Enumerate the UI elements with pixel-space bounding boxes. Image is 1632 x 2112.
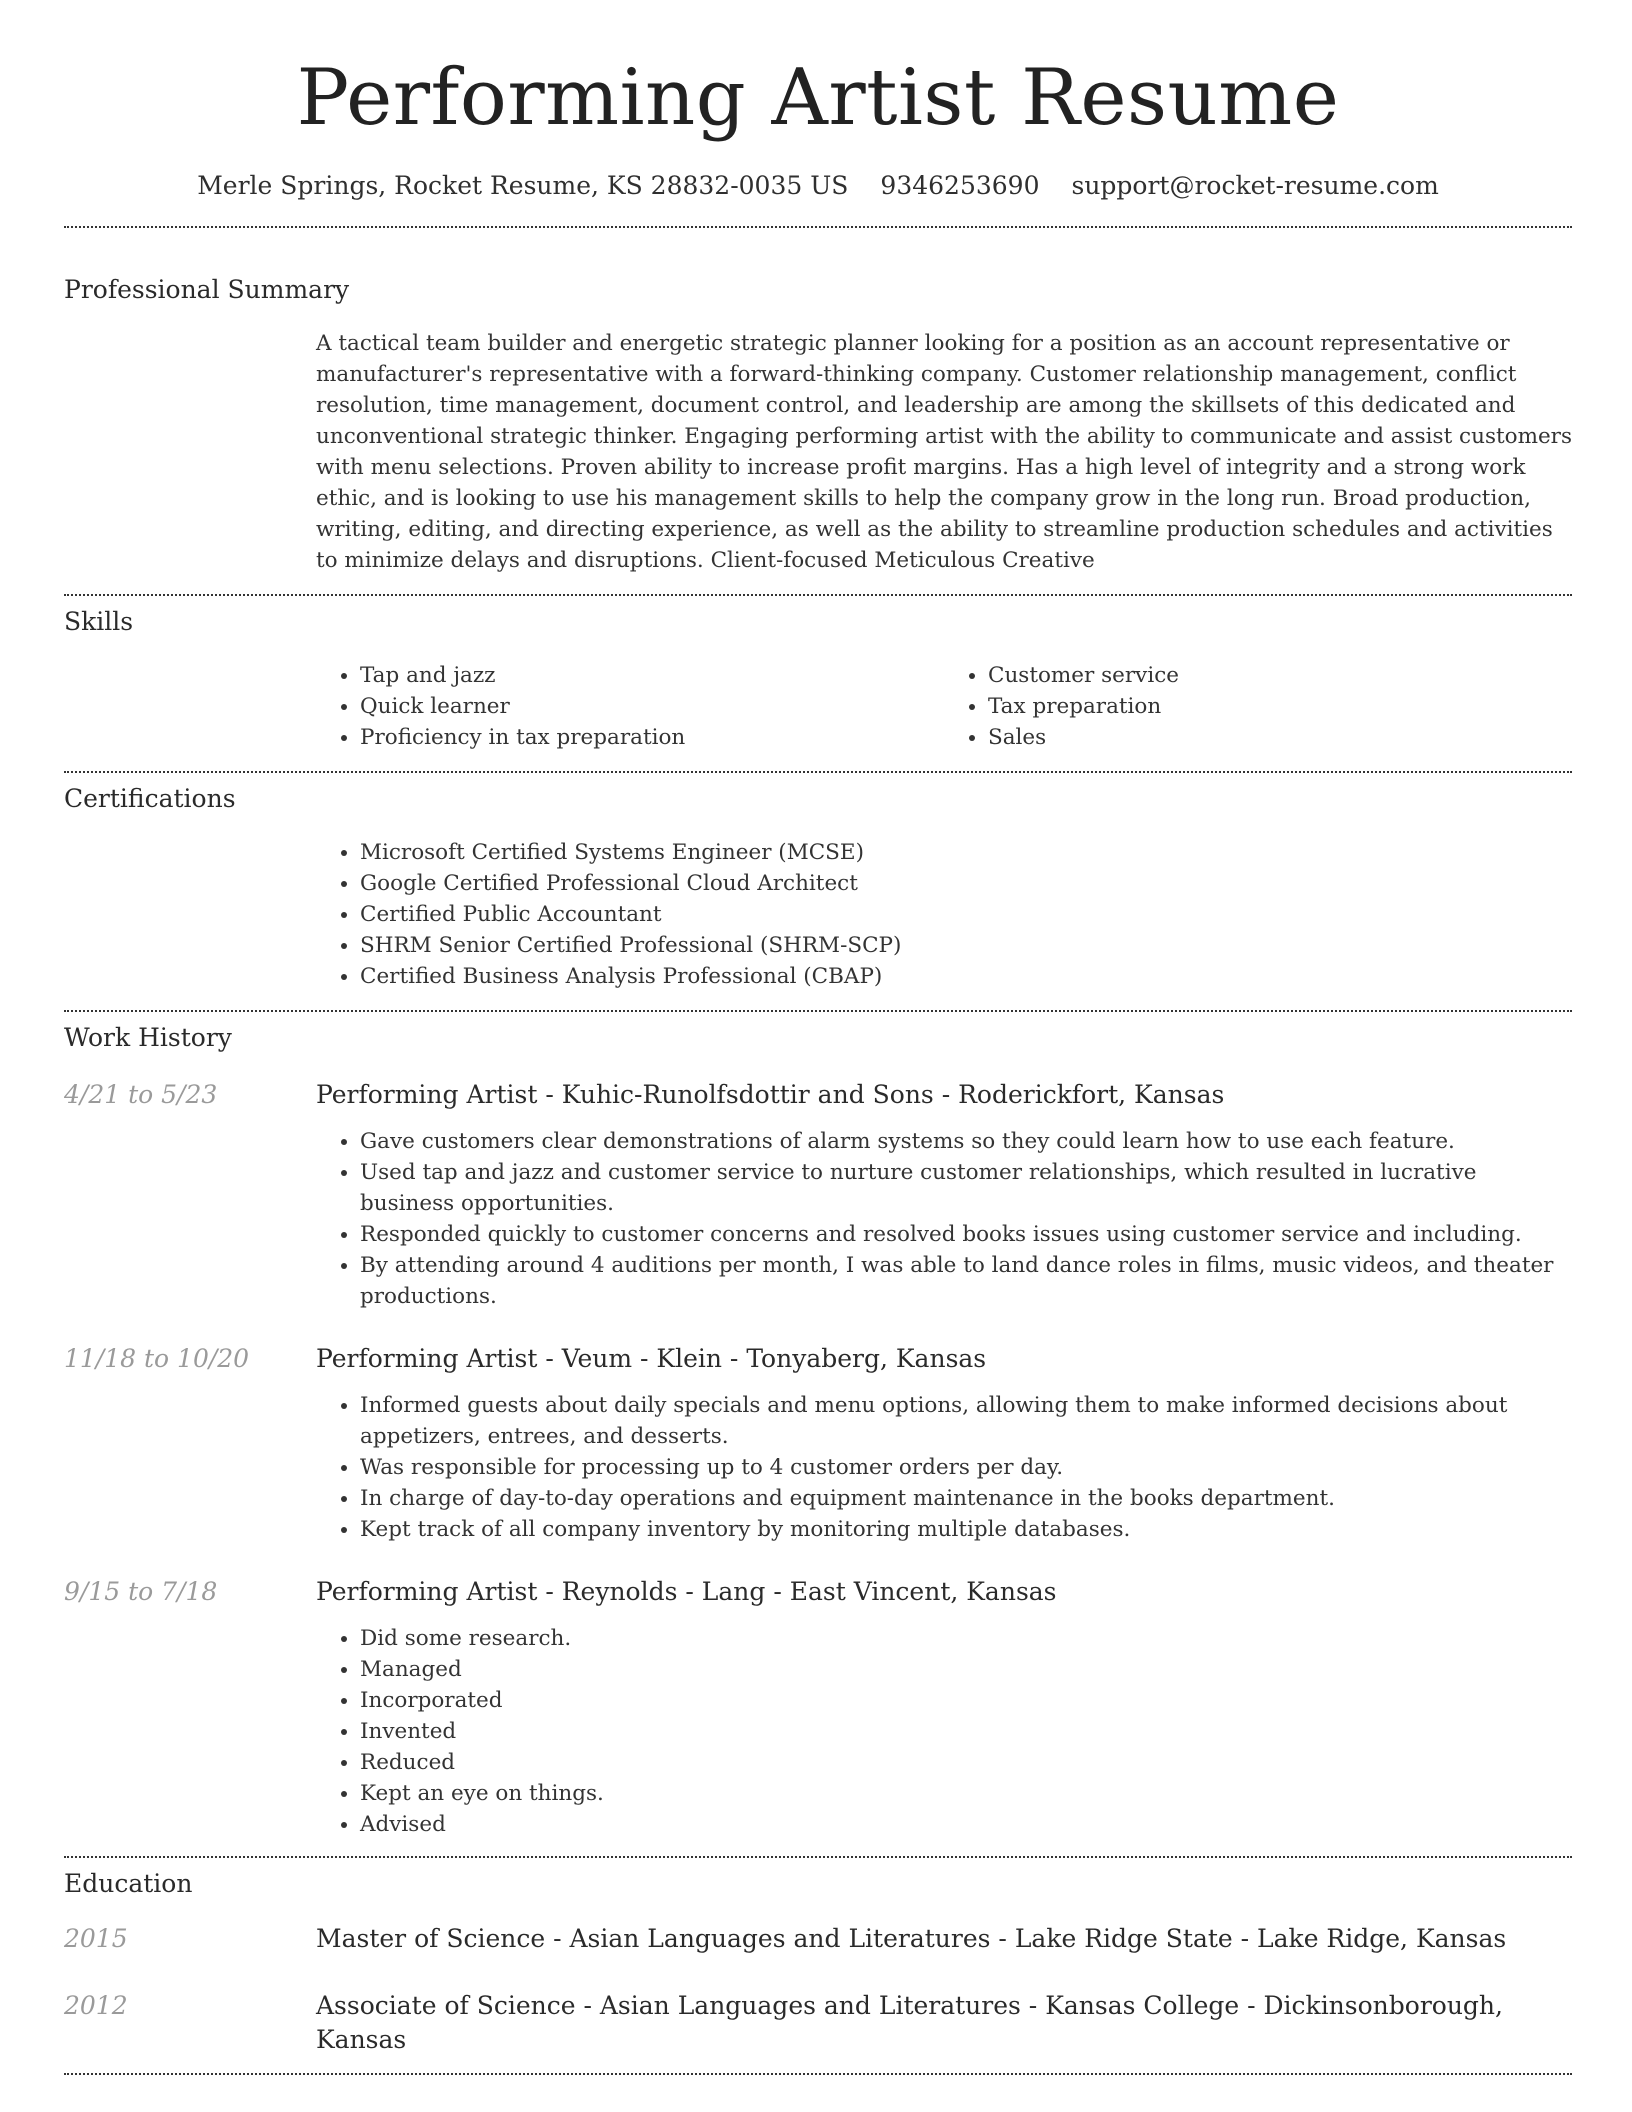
job-bullet: • By attending around 4 auditions per month, I was able to land dance roles in films, music videos, and theater productions. xyxy=(360,1250,1572,1312)
job-bullet: • Responded quickly to customer concerns and resolved books issues using customer service and including. xyxy=(360,1219,1572,1250)
certification-item: • Certified Business Analysis Professional (CBAP) xyxy=(360,961,1572,992)
job-bullet: • Kept track of all company inventory by monitoring multiple databases. xyxy=(360,1514,1572,1545)
job-bullet: • Was responsible for processing up to 4 customer orders per day. xyxy=(360,1452,1572,1483)
skill-item: • Sales xyxy=(988,722,1572,753)
divider xyxy=(64,594,1572,596)
work-heading: Work History xyxy=(64,1023,232,1052)
certification-item: • SHRM Senior Certified Professional (SHRM-SCP) xyxy=(360,930,1572,961)
job-bullets xyxy=(316,1623,1572,1840)
education-year: 2012 xyxy=(64,1991,128,2020)
contact-address: Merle Springs, Rocket Resume, KS 28832-0035 US xyxy=(197,171,849,200)
job-bullet: • Kept an eye on things. xyxy=(360,1778,1572,1809)
job-entry xyxy=(64,1078,1572,1312)
job-bullets xyxy=(316,1126,1572,1312)
summary-section xyxy=(64,274,1572,576)
education-heading: Education xyxy=(64,1869,193,1898)
skills-column-left xyxy=(316,660,944,753)
certifications-body xyxy=(316,837,1572,992)
job-bullet: • Incorporated xyxy=(360,1685,1572,1716)
divider xyxy=(64,1856,1572,1858)
skill-item: • Proficiency in tax preparation xyxy=(360,722,944,753)
skills-section xyxy=(64,606,1572,753)
job-header xyxy=(64,1342,1572,1376)
job-entry xyxy=(64,1575,1572,1840)
job-bullet: • Invented xyxy=(360,1716,1572,1747)
job-date: 9/15 to 7/18 xyxy=(64,1577,218,1606)
certification-item: • Microsoft Certified Systems Engineer (MCSE) xyxy=(360,837,1572,868)
education-degree: Associate of Science - Asian Languages and Literatures - Kansas College - Dickinsonborough, Kansas xyxy=(316,1991,1503,2054)
summary-heading: Professional Summary xyxy=(64,275,350,304)
job-entry xyxy=(64,1342,1572,1545)
job-bullet: • Used tap and jazz and customer service to nurture customer relationships, which resulted in lucrative business opportunities. xyxy=(360,1157,1572,1219)
job-bullet: • Reduced xyxy=(360,1747,1572,1778)
job-bullets xyxy=(316,1390,1572,1545)
job-title: Performing Artist - Kuhic-Runolfsdottir and Sons - Roderickfort, Kansas xyxy=(316,1080,1225,1109)
education-degree: Master of Science - Asian Languages and Literatures - Lake Ridge State - Lake Ridge, Kansas xyxy=(316,1924,1507,1953)
contact-line xyxy=(64,168,1572,204)
skill-item: • Tap and jazz xyxy=(360,660,944,691)
job-details xyxy=(316,1623,1572,1840)
job-bullet: • Advised xyxy=(360,1809,1572,1840)
resume-title: Performing Artist Resume xyxy=(296,53,1340,143)
work-section xyxy=(64,1022,1572,1840)
skills-heading: Skills xyxy=(64,607,134,636)
job-date: 4/21 to 5/23 xyxy=(64,1080,218,1109)
divider xyxy=(64,1010,1572,1012)
job-details xyxy=(316,1126,1572,1312)
skill-item: • Customer service xyxy=(988,660,1572,691)
job-bullet: • Gave customers clear demonstrations of alarm systems so they could learn how to use each feature. xyxy=(360,1126,1572,1157)
job-header xyxy=(64,1575,1572,1609)
job-bullet: • Informed guests about daily specials and menu options, allowing them to make informed decisions about appetizers, entrees, and desserts. xyxy=(360,1390,1572,1452)
job-date: 11/18 to 10/20 xyxy=(64,1344,250,1373)
contact-phone: 9346253690 xyxy=(880,171,1040,200)
job-header xyxy=(64,1078,1572,1112)
divider xyxy=(64,2073,1572,2075)
resume-page xyxy=(64,0,1572,2075)
summary-body xyxy=(316,328,1572,576)
job-bullet: • Did some research. xyxy=(360,1623,1572,1654)
skills-list xyxy=(316,660,1572,753)
skill-item: • Quick learner xyxy=(360,691,944,722)
certifications-section xyxy=(64,783,1572,992)
divider xyxy=(64,226,1572,228)
education-section xyxy=(64,1868,1572,2057)
education-entry xyxy=(64,1922,1572,1956)
job-bullet: • In charge of day-to-day operations and equipment maintenance in the books department. xyxy=(360,1483,1572,1514)
job-title: Performing Artist - Reynolds - Lang - East Vincent, Kansas xyxy=(316,1577,1057,1606)
education-entry xyxy=(64,1989,1572,2057)
education-year: 2015 xyxy=(64,1924,128,1953)
job-details xyxy=(316,1390,1572,1545)
certification-item: • Google Certified Professional Cloud Architect xyxy=(360,868,1572,899)
certifications-heading: Certifications xyxy=(64,784,236,813)
certification-item: • Certified Public Accountant xyxy=(360,899,1572,930)
skills-column-right xyxy=(944,660,1572,753)
divider xyxy=(64,771,1572,773)
certifications-list xyxy=(316,837,1572,992)
summary-text: A tactical team builder and energetic strategic planner looking for a position as an account representative or manufacturer's representative with a forward-thinking company. Customer relationship management, conflict resolution, time management, document control, and leadership are among the skillsets of this dedicated and unconventional strategic thinker. Engaging performing artist with the ability to communicate and assist customers with menu selections. Proven ability to increase profit margins. Has a high level of integrity and a strong work ethic, and is looking to use his management skills to help the company grow in the long run. Broad production, writing, editing, and directing experience, as well as the ability to streamline production schedules and activities to minimize delays and disruptions. Client-focused Meticulous Creative xyxy=(316,331,1572,573)
job-title: Performing Artist - Veum - Klein - Tonyaberg, Kansas xyxy=(316,1344,987,1373)
job-bullet: • Managed xyxy=(360,1654,1572,1685)
contact-email: support@rocket-resume.com xyxy=(1071,171,1439,200)
skill-item: • Tax preparation xyxy=(988,691,1572,722)
